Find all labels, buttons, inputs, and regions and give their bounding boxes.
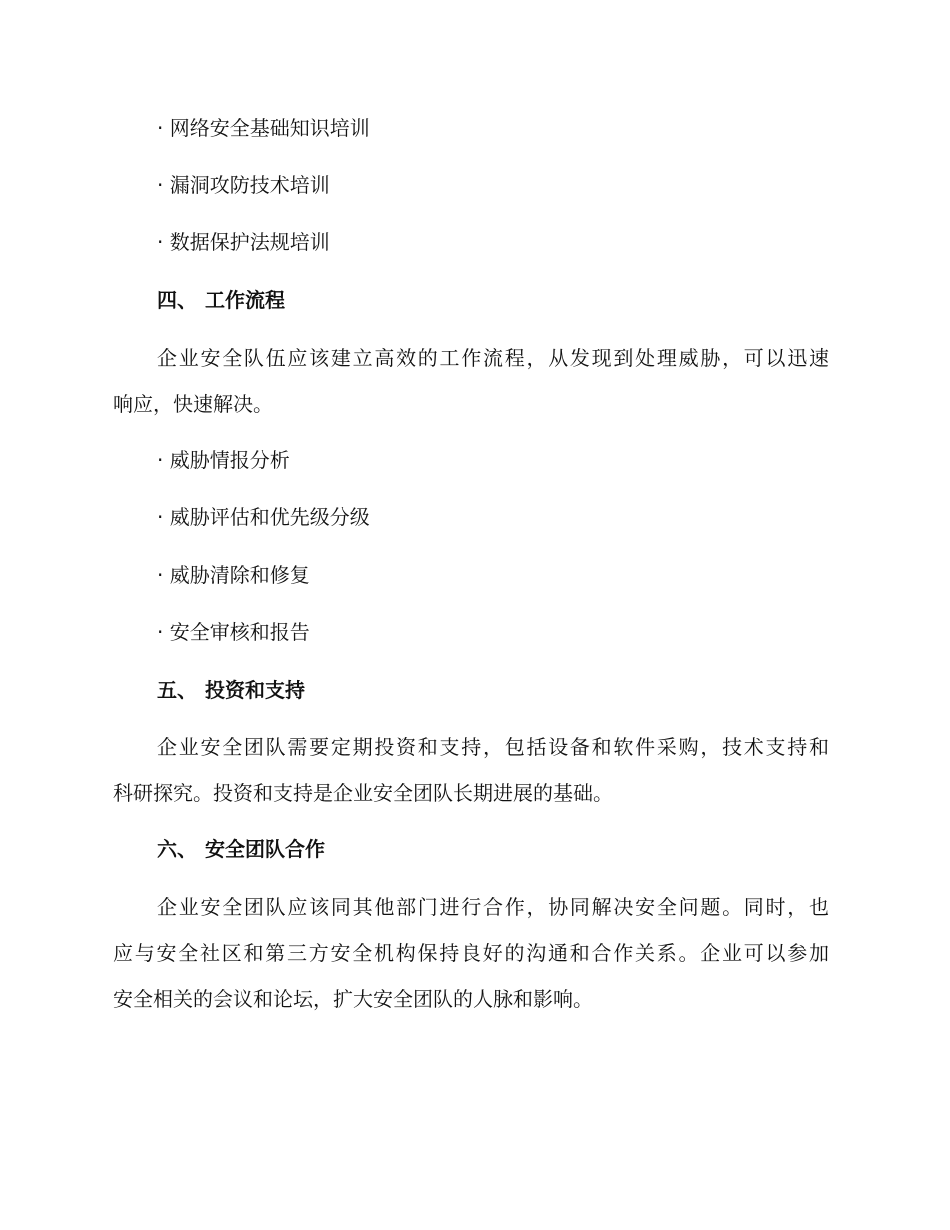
section-heading-cooperation — [157, 835, 325, 863]
paragraph-workflow-line2: 响应，快速解决。 — [113, 392, 273, 416]
paragraph-investment-line1: 企业安全团队需要定期投资和支持，包括设备和软件采购，技术支持和 — [157, 735, 829, 759]
list-item-security-audit: · 安全审核和报告 — [157, 620, 310, 644]
section-title: 工作流程 — [205, 288, 285, 312]
paragraph-cooperation-line1: 企业安全团队应该同其他部门进行合作，协同解决安全问题。同时，也 — [157, 895, 829, 919]
list-item-threat-assess: · 威胁评估和优先级分级 — [157, 505, 370, 529]
section-heading-workflow — [157, 286, 285, 314]
list-item-training-basics: · 网络安全基础知识培训 — [157, 116, 370, 140]
list-item-training-vuln: · 漏洞攻防技术培训 — [157, 173, 330, 197]
list-item-threat-clear: · 威胁清除和修复 — [157, 563, 310, 587]
paragraph-cooperation-line2: 应与安全社区和第三方安全机构保持良好的沟通和合作关系。企业可以参加 — [113, 941, 829, 965]
paragraph-investment-line2: 科研探究。投资和支持是企业安全团队长期进展的基础。 — [113, 781, 613, 805]
section-number: 四、 — [157, 288, 197, 312]
section-heading-investment — [157, 676, 305, 704]
paragraph-workflow-line1: 企业安全队伍应该建立高效的工作流程，从发现到处理威胁，可以迅速 — [157, 346, 829, 370]
section-number: 六、 — [157, 837, 197, 861]
section-title: 安全团队合作 — [205, 837, 325, 861]
paragraph-cooperation-line3: 安全相关的会议和论坛，扩大安全团队的人脉和影响。 — [113, 987, 593, 1011]
list-item-threat-intel: · 威胁情报分析 — [157, 448, 290, 472]
section-number: 五、 — [157, 678, 197, 702]
list-item-training-law: · 数据保护法规培训 — [157, 230, 330, 254]
section-title: 投资和支持 — [205, 678, 305, 702]
